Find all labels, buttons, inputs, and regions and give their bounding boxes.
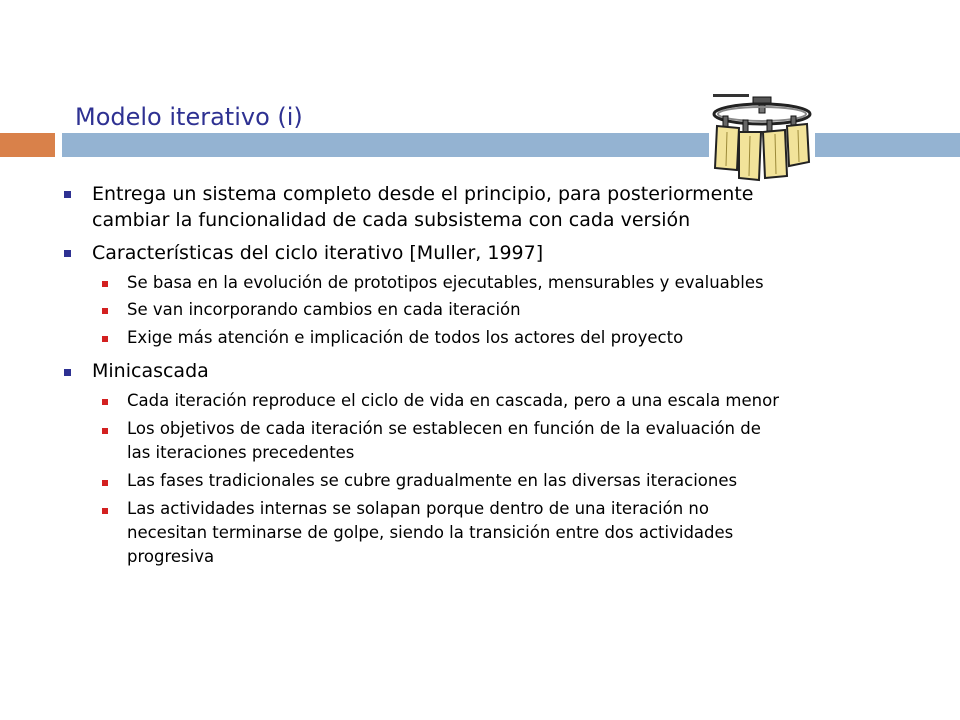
bullet-marker xyxy=(64,369,71,376)
sub-list-item: necesitan terminarse de golpe, siendo la transición entre dos actividades xyxy=(127,523,734,542)
sub-bullet-marker xyxy=(102,480,108,486)
list-item: Minicascada xyxy=(92,360,209,382)
sub-bullet-marker xyxy=(102,281,108,287)
list-item: cambiar la funcionalidad de cada subsistema con cada versión xyxy=(92,209,691,231)
sub-bullet-marker xyxy=(102,308,108,314)
sub-list-item: progresiva xyxy=(127,547,215,566)
list-item: Entrega un sistema completo desde el principio, para posteriormente xyxy=(92,183,754,205)
sub-list-item: Se van incorporando cambios en cada iteración xyxy=(127,300,521,319)
bullet-marker xyxy=(64,250,71,257)
sub-list-item: Exige más atención e implicación de todos los actores del proyecto xyxy=(127,328,684,347)
sub-bullet-marker xyxy=(102,428,108,434)
sub-list-item: Las actividades internas se solapan porque dentro de una iteración no xyxy=(127,499,709,518)
sub-list-item: Los objetivos de cada iteración se establecen en función de la evaluación de xyxy=(127,419,761,438)
sub-list-item: Las fases tradicionales se cubre gradualmente en las diversas iteraciones xyxy=(127,471,738,490)
sub-list-item: Se basa en la evolución de prototipos ejecutables, mensurables y evaluables xyxy=(127,273,764,292)
page-title: Modelo iterativo (i) xyxy=(75,103,303,131)
sub-bullet-marker xyxy=(102,399,108,405)
list-item: Características del ciclo iterativo [Muller, 1997] xyxy=(92,242,544,264)
bullet-marker xyxy=(64,191,71,198)
sub-bullet-marker xyxy=(102,336,108,342)
sub-list-item: las iteraciones precedentes xyxy=(127,443,355,462)
sub-list-item: Cada iteración reproduce el ciclo de vida en cascada, pero a una escala menor xyxy=(127,391,779,410)
sub-bullet-marker xyxy=(102,508,108,514)
